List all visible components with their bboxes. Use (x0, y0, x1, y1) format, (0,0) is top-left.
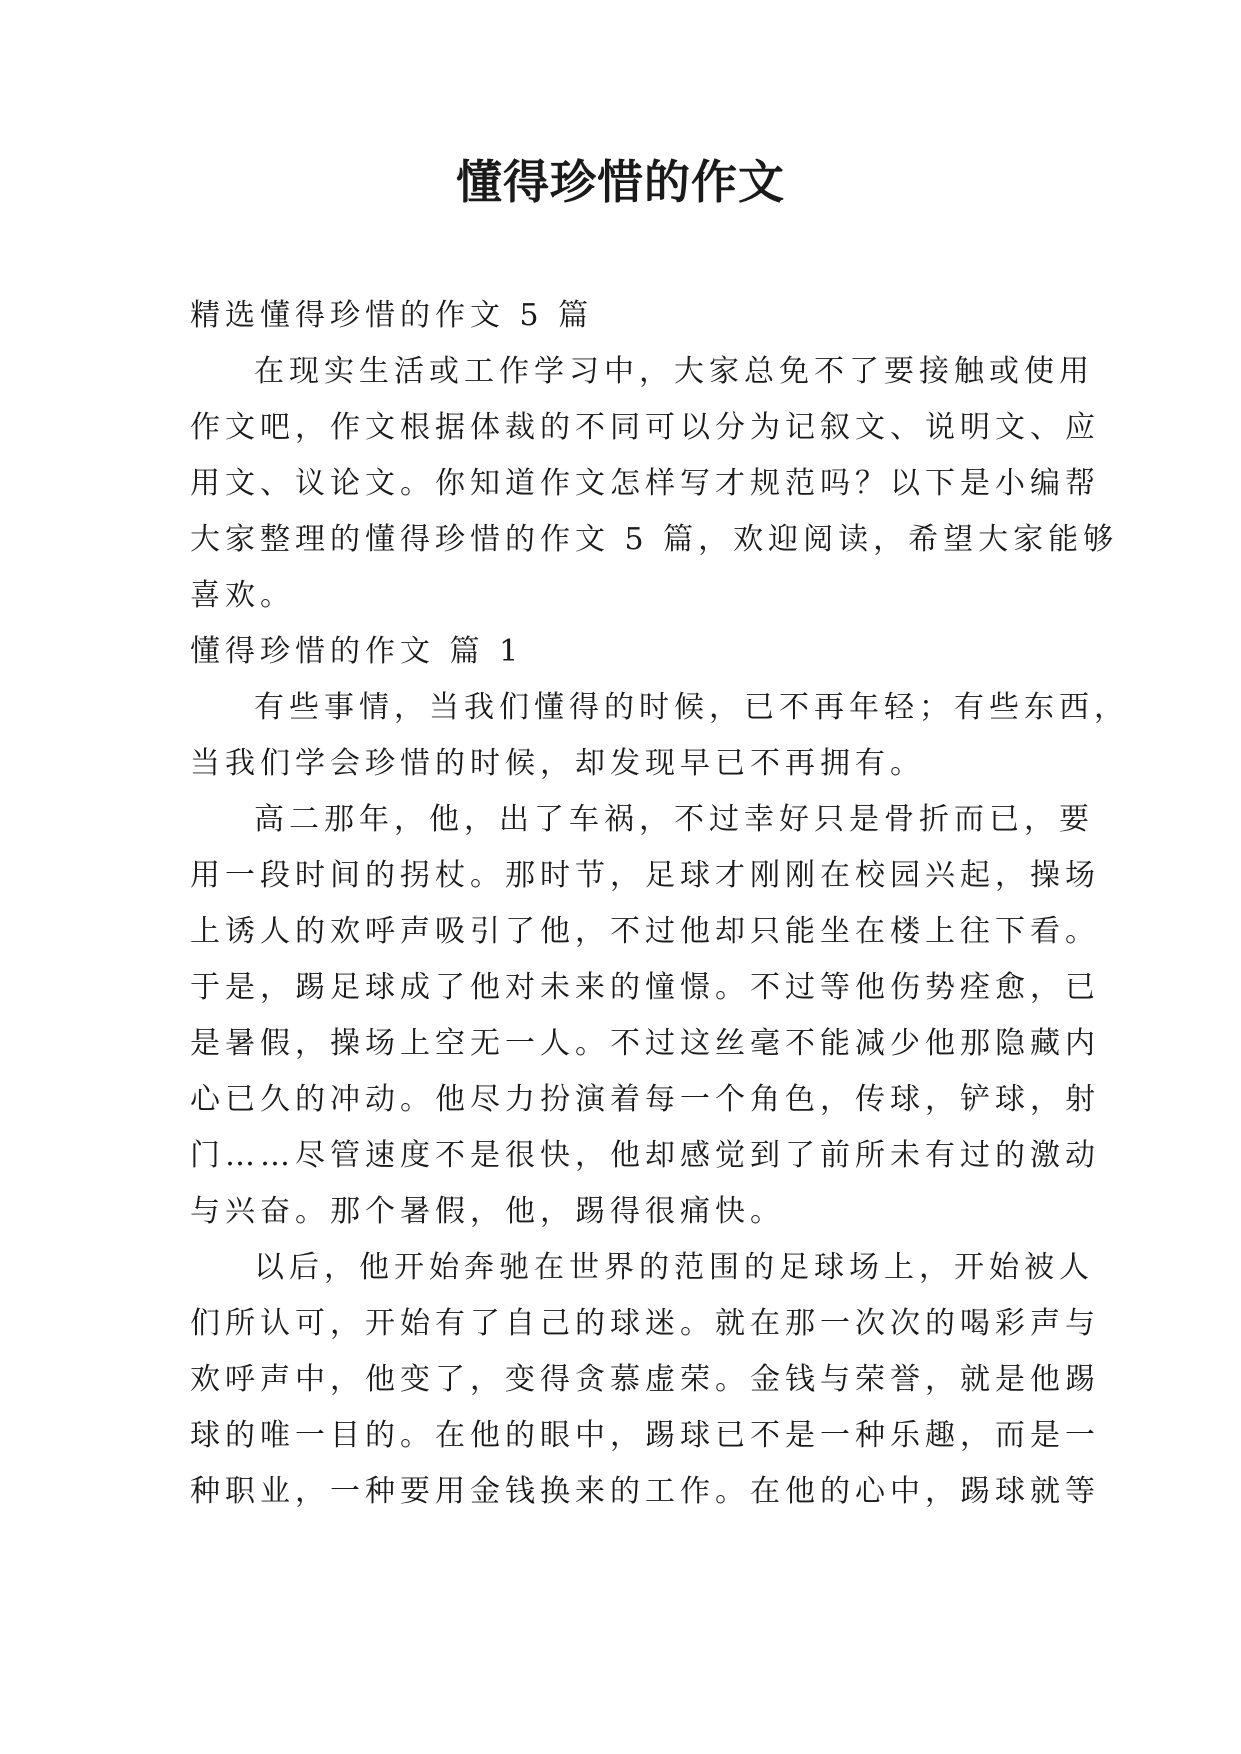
text-line: 高二那年，他，出了车祸，不过幸好只是骨折而已，要 (254, 802, 1094, 837)
text-line: 与兴奋。那个暑假，他，踢得很痛快。 (190, 1194, 785, 1229)
text-line: 以后，他开始奔驰在世界的范围的足球场上，开始被人 (254, 1250, 1094, 1285)
text-line: 门……尽管速度不是很快，他却感觉到了前所未有过的激动 (190, 1138, 1100, 1173)
document-title: 懂得珍惜的作文 (456, 155, 785, 209)
document-body (190, 288, 1129, 1520)
text-line: 有些事情，当我们懂得的时候，已不再年轻；有些东西， (254, 690, 1129, 725)
text-line: 心已久的冲动。他尽力扮演着每一个角色，传球，铲球，射 (190, 1082, 1100, 1117)
text-line: 用一段时间的拐杖。那时节，足球才刚刚在校园兴起，操场 (190, 858, 1100, 893)
text-line: 种职业，一种要用金钱换来的工作。在他的心中，踢球就等 (190, 1474, 1100, 1509)
text-line: 欢呼声中，他变了，变得贪慕虚荣。金钱与荣誉，就是他踢 (190, 1362, 1100, 1397)
text-line: 球的唯一目的。在他的眼中，踢球已不是一种乐趣，而是一 (190, 1418, 1100, 1453)
text-line: 用文、议论文。你知道作文怎样写才规范吗？以下是小编帮 (190, 466, 1100, 501)
text-line: 在现实生活或工作学习中，大家总免不了要接触或使用 (254, 354, 1094, 389)
text-line: 喜欢。 (190, 578, 295, 613)
section-heading: 懂得珍惜的作文 篇 1 (190, 634, 524, 669)
text-line: 精选懂得珍惜的作文 5 篇 (190, 298, 594, 333)
text-line: 作文吧，作文根据体裁的不同可以分为记叙文、说明文、应 (190, 410, 1100, 445)
text-line: 是暑假，操场上空无一人。不过这丝毫不能减少他那隐藏内 (190, 1026, 1100, 1061)
text-line: 大家整理的懂得珍惜的作文 5 篇，欢迎阅读，希望大家能够 (190, 522, 1119, 557)
text-line: 于是，踢足球成了他对未来的憧憬。不过等他伤势痊愈，已 (190, 970, 1100, 1005)
text-line: 当我们学会珍惜的时候，却发现早已不再拥有。 (190, 746, 925, 781)
text-line: 上诱人的欢呼声吸引了他，不过他却只能坐在楼上往下看。 (190, 914, 1100, 949)
text-line: 们所认可，开始有了自己的球迷。就在那一次次的喝彩声与 (190, 1306, 1100, 1341)
